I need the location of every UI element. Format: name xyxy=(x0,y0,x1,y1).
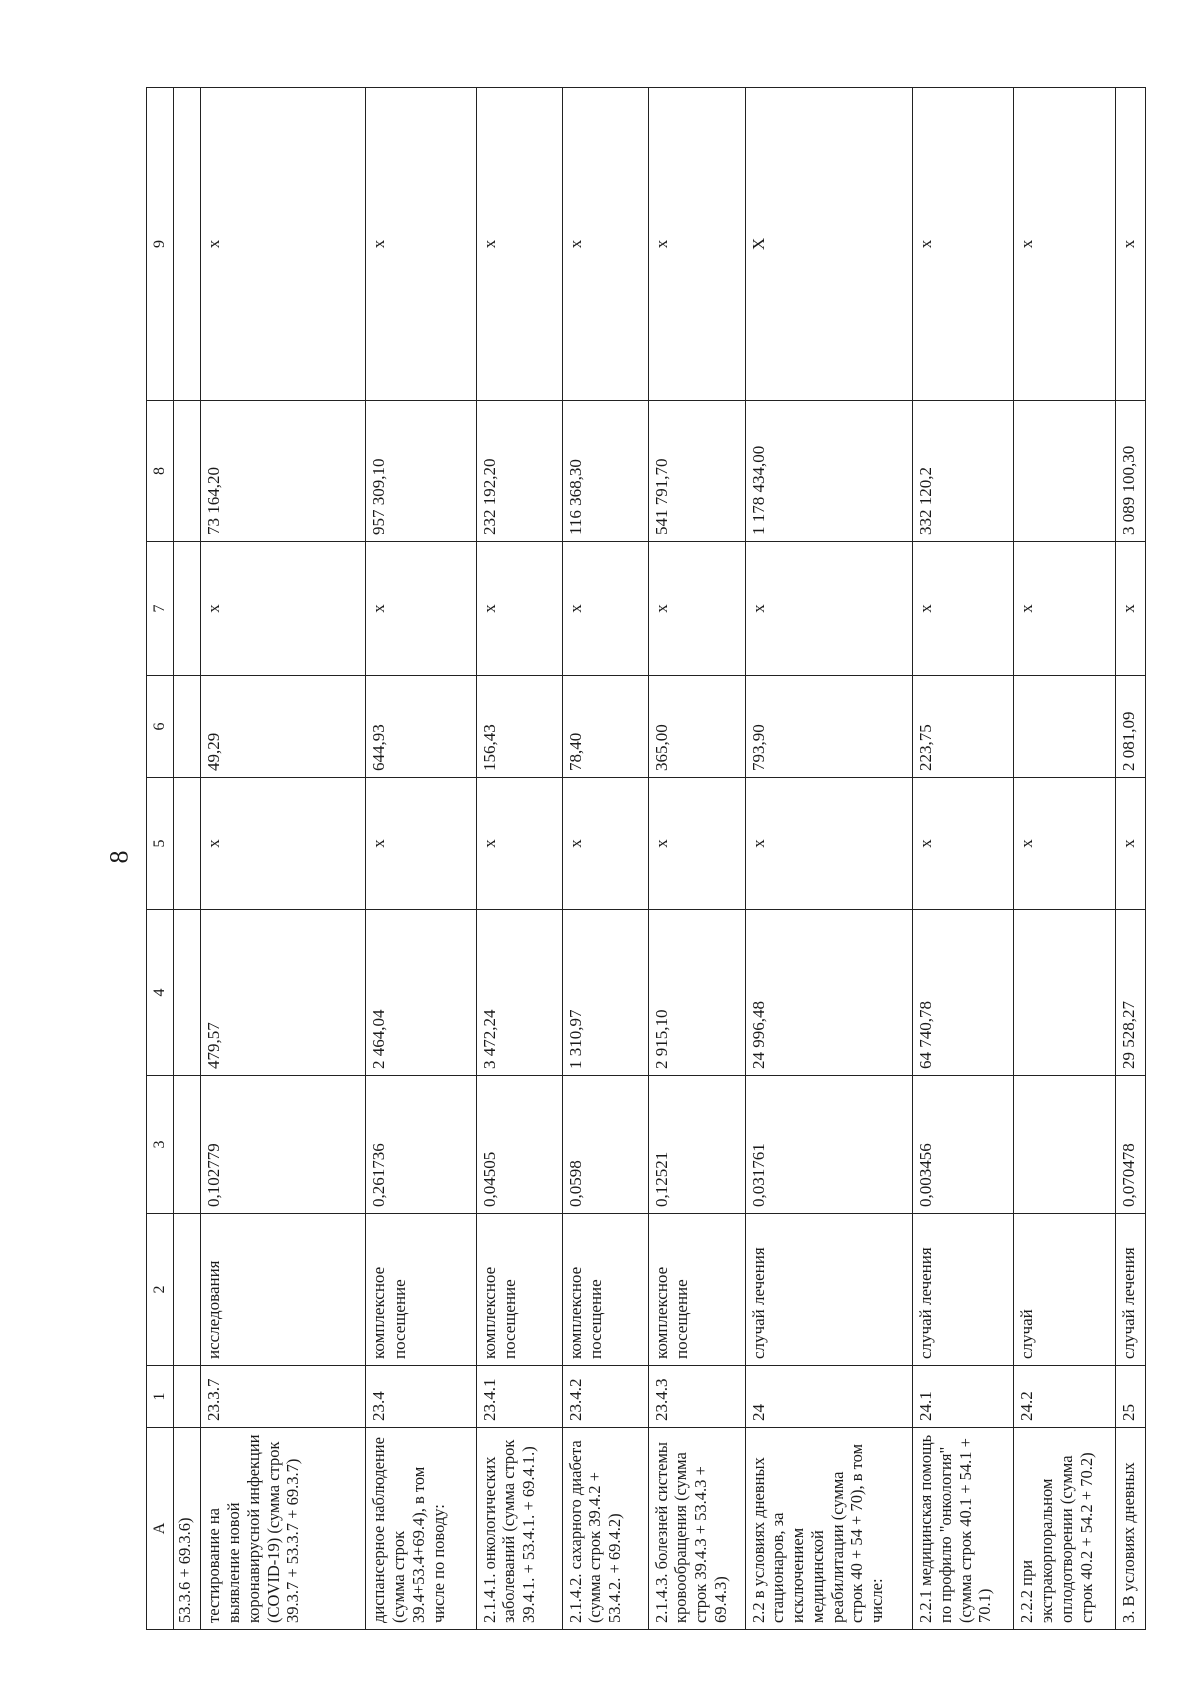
table-row xyxy=(201,88,366,1630)
column-header: 9 xyxy=(147,88,174,401)
table-row xyxy=(745,88,912,1630)
value-cell-col-3: 0,12521 xyxy=(648,1076,745,1214)
row-label-cell: 2.2 в условиях дневных стационаров, за исключением медицинской реабилитации (сумма строк 40 + 54 + 70), в том числе: xyxy=(745,1428,912,1630)
value-cell-col-6: 365,00 xyxy=(648,676,745,778)
value-cell-col-4: 29 528,27 xyxy=(1115,910,1145,1076)
header-row xyxy=(147,88,174,1630)
row-label-cell: диспансерное наблюдение (сумма строк 39.4+53.4+69.4), в том числе по поводу: xyxy=(366,1428,476,1630)
value-cell-col-2: комплексное посещение xyxy=(476,1214,562,1366)
value-cell-col-1: 23.4 xyxy=(366,1366,476,1428)
value-cell-col-3: 0,261736 xyxy=(366,1076,476,1214)
value-cell-col-1: 24.2 xyxy=(1014,1366,1115,1428)
column-header: 6 xyxy=(147,676,174,778)
row-label-cell: 2.1.4.2. сахарного диабета (сумма строк 39.4.2 + 53.4.2. + 69.4.2) xyxy=(562,1428,648,1630)
value-cell-col-9: x xyxy=(1115,88,1145,401)
empty-cell xyxy=(173,1366,201,1428)
value-cell-col-9: x xyxy=(562,88,648,401)
value-cell-col-1: 23.4.3 xyxy=(648,1366,745,1428)
empty-cell xyxy=(173,88,201,401)
value-cell-col-8 xyxy=(1014,401,1115,542)
value-cell-col-1: 23.4.1 xyxy=(476,1366,562,1428)
column-header: 7 xyxy=(147,542,174,676)
table-row xyxy=(1115,88,1145,1630)
continuation-row xyxy=(173,88,201,1630)
value-cell-col-3: 0,04505 xyxy=(476,1076,562,1214)
value-cell-col-2: случай лечения xyxy=(1115,1214,1145,1366)
value-cell-col-6 xyxy=(1014,676,1115,778)
value-cell-col-3: 0,003456 xyxy=(912,1076,1013,1214)
row-label-cell: 2.2.1 медицинская помощь по профилю "онкология" (сумма строк 40.1 + 54.1 + 70.1) xyxy=(912,1428,1013,1630)
column-header: 5 xyxy=(147,778,174,910)
value-cell-col-7: x xyxy=(366,542,476,676)
column-header: A xyxy=(147,1428,174,1630)
column-header: 1 xyxy=(147,1366,174,1428)
row-label-cell: 2.2.2 при экстракорпоральном оплодотворении (сумма строк 40.2 + 54.2 + 70.2) xyxy=(1014,1428,1115,1630)
table-row xyxy=(648,88,745,1630)
value-cell-col-2: случай лечения xyxy=(912,1214,1013,1366)
value-cell-col-9: X xyxy=(745,88,912,401)
table-row xyxy=(1014,88,1115,1630)
value-cell-col-4: 3 472,24 xyxy=(476,910,562,1076)
page-number: 8 xyxy=(104,850,134,864)
continuation-cell: 53.3.6 + 69.3.6) xyxy=(173,1428,201,1630)
empty-cell xyxy=(173,542,201,676)
value-cell-col-4: 24 996,48 xyxy=(745,910,912,1076)
financing-table xyxy=(146,87,1146,1630)
table-row xyxy=(366,88,476,1630)
row-label-cell: 3. В условиях дневных xyxy=(1115,1428,1145,1630)
column-header: 4 xyxy=(147,910,174,1076)
empty-cell xyxy=(173,1076,201,1214)
value-cell-col-5: x xyxy=(1115,778,1145,910)
value-cell-col-5: x xyxy=(476,778,562,910)
value-cell-col-6: 78,40 xyxy=(562,676,648,778)
value-cell-col-5: x xyxy=(912,778,1013,910)
value-cell-col-9: x xyxy=(476,88,562,401)
value-cell-col-2: случай xyxy=(1014,1214,1115,1366)
value-cell-col-5: x xyxy=(366,778,476,910)
value-cell-col-9: x xyxy=(201,88,366,401)
value-cell-col-4: 2 464,04 xyxy=(366,910,476,1076)
value-cell-col-8: 73 164,20 xyxy=(201,401,366,542)
value-cell-col-4: 1 310,97 xyxy=(562,910,648,1076)
empty-cell xyxy=(173,1214,201,1366)
column-header: 2 xyxy=(147,1214,174,1366)
value-cell-col-5: x xyxy=(648,778,745,910)
value-cell-col-6: 644,93 xyxy=(366,676,476,778)
value-cell-col-9: x xyxy=(366,88,476,401)
value-cell-col-7: x xyxy=(648,542,745,676)
value-cell-col-8: 541 791,70 xyxy=(648,401,745,542)
value-cell-col-3: 0,070478 xyxy=(1115,1076,1145,1214)
value-cell-col-5: x xyxy=(201,778,366,910)
value-cell-col-1: 24.1 xyxy=(912,1366,1013,1428)
value-cell-col-2: комплексное посещение xyxy=(648,1214,745,1366)
value-cell-col-4: 64 740,78 xyxy=(912,910,1013,1076)
value-cell-col-5: x xyxy=(1014,778,1115,910)
value-cell-col-6: 156,43 xyxy=(476,676,562,778)
row-label-cell: 2.1.4.1. онкологических заболеваний (сумма строк 39.4.1. + 53.4.1. + 69.4.1.) xyxy=(476,1428,562,1630)
value-cell-col-7: x xyxy=(745,542,912,676)
value-cell-col-8: 957 309,10 xyxy=(366,401,476,542)
value-cell-col-8: 116 368,30 xyxy=(562,401,648,542)
table-row xyxy=(912,88,1013,1630)
value-cell-col-6: 2 081,09 xyxy=(1115,676,1145,778)
row-label-cell: тестирование на выявление новой коронавирусной инфекции (COVID-19) (сумма строк 39.3.7 + 53.3.7 + 69.3.7) xyxy=(201,1428,366,1630)
value-cell-col-1: 23.4.2 xyxy=(562,1366,648,1428)
value-cell-col-4: 2 915,10 xyxy=(648,910,745,1076)
empty-cell xyxy=(173,676,201,778)
column-header: 8 xyxy=(147,401,174,542)
value-cell-col-2: исследования xyxy=(201,1214,366,1366)
empty-cell xyxy=(173,401,201,542)
value-cell-col-7: x xyxy=(476,542,562,676)
value-cell-col-8: 1 178 434,00 xyxy=(745,401,912,542)
value-cell-col-5: x xyxy=(745,778,912,910)
value-cell-col-1: 25 xyxy=(1115,1366,1145,1428)
value-cell-col-6: 793,90 xyxy=(745,676,912,778)
row-label-cell: 2.1.4.3. болезней системы кровообращения (сумма строк 39.4.3 + 53.4.3 + 69.4.3) xyxy=(648,1428,745,1630)
value-cell-col-3: 0,0598 xyxy=(562,1076,648,1214)
value-cell-col-7: x xyxy=(1115,542,1145,676)
table-row xyxy=(562,88,648,1630)
value-cell-col-7: x xyxy=(912,542,1013,676)
value-cell-col-2: случай лечения xyxy=(745,1214,912,1366)
column-header: 3 xyxy=(147,1076,174,1214)
value-cell-col-3 xyxy=(1014,1076,1115,1214)
table-row xyxy=(476,88,562,1630)
value-cell-col-1: 23.3.7 xyxy=(201,1366,366,1428)
value-cell-col-8: 3 089 100,30 xyxy=(1115,401,1145,542)
value-cell-col-2: комплексное посещение xyxy=(366,1214,476,1366)
value-cell-col-6: 49,29 xyxy=(201,676,366,778)
value-cell-col-4 xyxy=(1014,910,1115,1076)
rotated-table-container xyxy=(146,88,1146,1630)
table-frame xyxy=(146,88,1146,1630)
value-cell-col-4: 479,57 xyxy=(201,910,366,1076)
empty-cell xyxy=(173,910,201,1076)
value-cell-col-5: x xyxy=(562,778,648,910)
value-cell-col-7: x xyxy=(562,542,648,676)
value-cell-col-3: 0,102779 xyxy=(201,1076,366,1214)
value-cell-col-9: x xyxy=(1014,88,1115,401)
value-cell-col-8: 232 192,20 xyxy=(476,401,562,542)
value-cell-col-7: x xyxy=(201,542,366,676)
value-cell-col-3: 0,031761 xyxy=(745,1076,912,1214)
value-cell-col-8: 332 120,2 xyxy=(912,401,1013,542)
empty-cell xyxy=(173,778,201,910)
value-cell-col-7: x xyxy=(1014,542,1115,676)
value-cell-col-1: 24 xyxy=(745,1366,912,1428)
value-cell-col-6: 223,75 xyxy=(912,676,1013,778)
value-cell-col-9: x xyxy=(648,88,745,401)
value-cell-col-2: комплексное посещение xyxy=(562,1214,648,1366)
value-cell-col-9: x xyxy=(912,88,1013,401)
